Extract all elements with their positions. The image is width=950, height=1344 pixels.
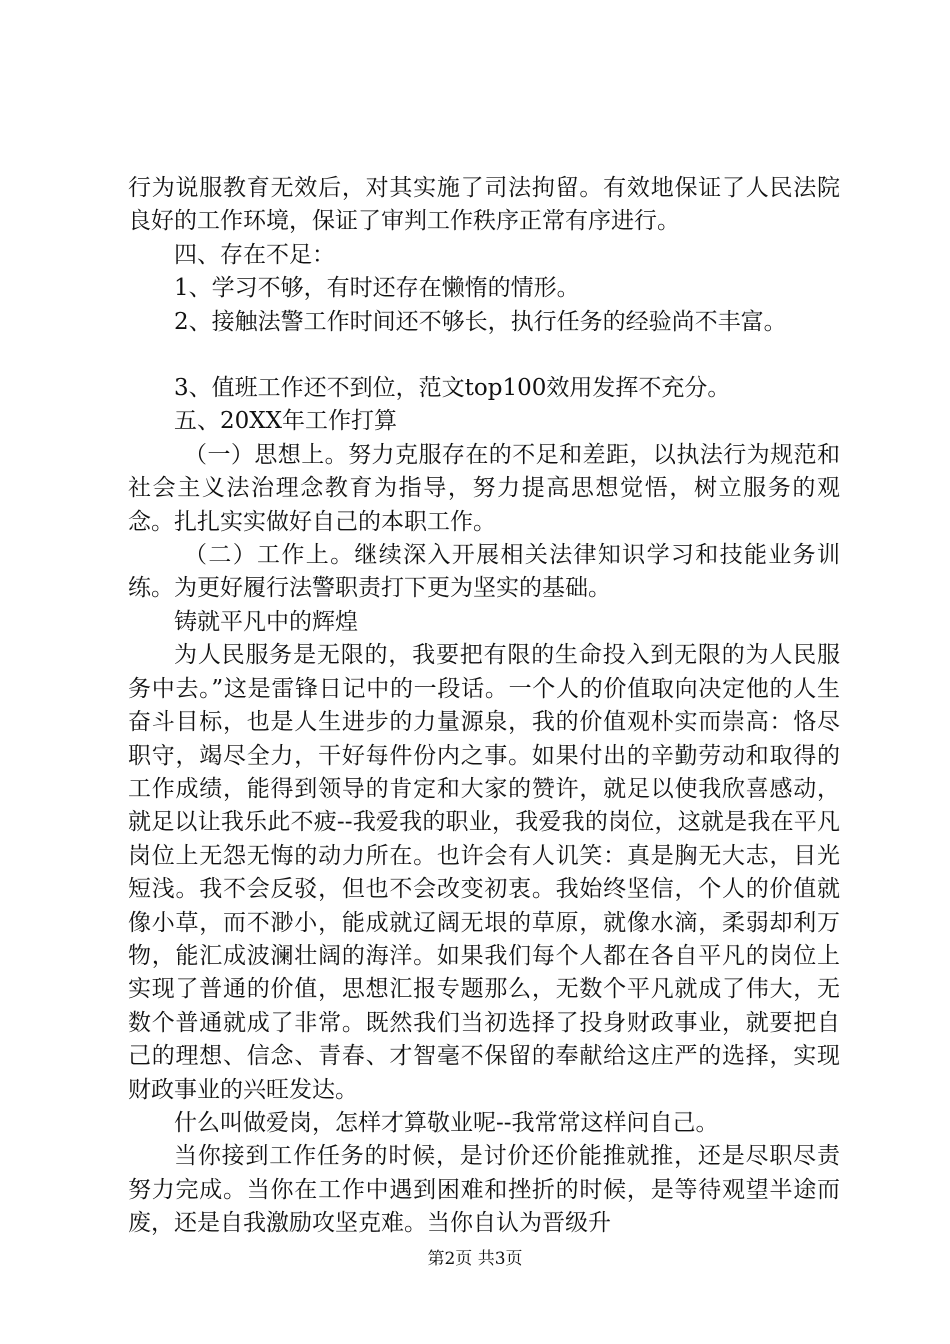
section-heading-plan: 五、20XX年工作打算 (174, 408, 398, 435)
section-heading-shortcomings: 四、存在不足： (174, 241, 335, 268)
paragraph-final: 当你接到工作任务的时候，是讨价还价能推就推，还是尽职尽责努力完成。当你在工作中遇到困难和挫折的时候，是等待观望半途而废，还是自我激励攻坚克难。当你自认为晋级升 (128, 1143, 840, 1237)
paragraph-body: 为人民服务是无限的，我要把有限的生命投入到无限的为人民服务中去。”这是雷锋日记中的一段话。一个人的价值取向决定他的人生奋斗目标，也是人生进步的力量源泉，我的价值观朴实而崇高：恪尽职守，竭尽全力，干好每件份内之事。如果付出的辛勤劳动和取得的工作成绩，能得到领导的肯定和大家的赞许，就足以使我欣喜感动，就足以让我乐此不疲--我爱我的职业，我爱我的岗位，这就是我在平凡岗位上无怨无悔的动力所在。也许会有人讥笑：真是胸无大志，目光短浅。我不会反驳，但也不会改变初衷。我始终坚信，个人的价值就像小草，而不渺小，能成就辽阔无垠的草原，就像水滴，柔弱却利万物，能汇成波澜壮阔的海洋。如果我们每个人都在各自平凡的岗位上实现了普通的价值，思想汇报专题那么，无数个平凡就成了伟大，无数个普通就成了非常。既然我们当初选择了投身财政事业，就要把自己的理想、信念、青春、才智毫不保留的奉献给这庄严的选择，实现财政事业的兴旺发达。 (128, 642, 840, 1103)
plan-item-work: （二）工作上。继续深入开展相关法律知识学习和技能业务训练。为更好履行法警职责打下更为坚实的基础。 (128, 542, 840, 602)
paragraph-question: 什么叫做爱岗，怎样才算敬业呢--我常常这样问自己。 (174, 1109, 719, 1136)
list-item-2: 2、接触法警工作时间还不够长，执行任务的经验尚不丰富。 (174, 308, 787, 335)
plan-item-thought: （一）思想上。努力克服存在的不足和差距，以执法行为规范和社会主义法治理念教育为指导，努力提高思想觉悟，树立服务的观念。扎扎实实做好自己的本职工作。 (128, 441, 840, 535)
paragraph-continuation: 行为说服教育无效后，对其实施了司法拘留。有效地保证了人民法院良好的工作环境，保证了审判工作秩序正常有序进行。 (128, 175, 840, 235)
list-item-1: 1、学习不够，有时还存在懒惰的情形。 (174, 275, 580, 302)
document-body (128, 172, 840, 1241)
page-number-footer: 第2页 共3页 (427, 1249, 523, 1269)
paragraph-gap (128, 339, 840, 372)
list-item-3: 3、值班工作还不到位，范文top100效用发挥不充分。 (174, 375, 731, 402)
article-title: 铸就平凡中的辉煌 (174, 608, 358, 635)
